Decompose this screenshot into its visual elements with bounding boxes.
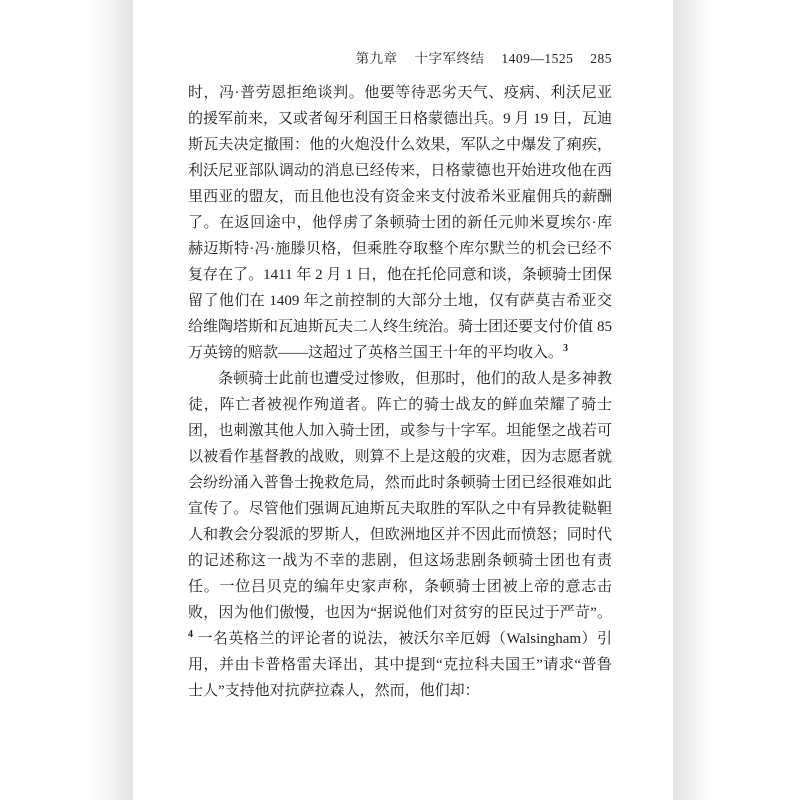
paragraph-continuation [188,80,612,366]
book-page [133,0,673,800]
paragraph-2-text-after-note: 一名英格兰的评论者的说法，被沃尔辛厄姆（Walsingham）引用，并由卡普格雷夫译出，其中提到“克拉科夫国王”请求“普鲁士人”支持他对抗萨拉森人，然而，他们却： [188,631,612,699]
paragraph-2 [188,366,612,704]
paragraph-1-text: 时，冯·普劳恩拒绝谈判。他要等待恶劣天气、疫病、利沃尼亚的援军前来，又或者匈牙利国王日格蒙德出兵。9 月 19 日，瓦迪斯瓦夫决定撤围：他的火炮没什么效果，军队之中爆发了痢疾，利沃尼亚部队调动的消息已经传来，日格蒙德也开始进攻他在西里西亚的盟友，而且他也没有资金来支付波希米亚雇佣兵的薪酬了。在返回途中，他俘虏了条顿骑士团的新任元帅米夏埃尔·库赫迈斯特·冯·施滕贝格，但乘胜夺取整个库尔默兰的机会已经不复存在了。1411 年 2 月 1 日，他在托伦同意和谈，条顿骑士团保留了他们在 1409 年之前控制的大部分土地，仅有萨莫吉希亚交给维陶塔斯和瓦迪斯瓦夫二人终生统治。骑士团还要支付价值 85 万英镑的赔款——这超过了英格兰国王十年的平均收入。 [188,85,612,361]
page-left-edge-shadow [86,0,133,800]
header-chapter-number: 第九章 [355,51,398,66]
footnote-reference-4: 4 [188,629,193,640]
footnote-reference-3: 3 [563,343,569,354]
page-number: 285 [590,51,612,66]
header-chapter-title: 十字军终结 [414,51,485,66]
header-year-range: 1409—1525 [501,51,574,66]
body-text-column [188,80,612,704]
running-header [188,47,612,67]
paragraph-2-text-before-note: 条顿骑士此前也遭受过惨败，但那时，他们的敌人是多神教徒，阵亡者被视作殉道者。阵亡的骑士战友的鲜血荣耀了骑士团，也刺激其他人加入骑士团，或参与十字军。坦能堡之战若可以被看作基督教的战败，则算不上是这般的灾难，因为志愿者就会纷纷涌入普鲁士挽救危局，然而此时条顿骑士团已经很难如此宣传了。尽管他们强调瓦迪斯瓦夫取胜的军队之中有异教徒鞑靼人和教会分裂派的罗斯人，但欧洲地区并不因此而愤怒；同时代的记述称这一战为不幸的悲剧，但这场悲剧条顿骑士团也有责任。一位吕贝克的编年史家声称，条顿骑士团被上帝的意志击败，因为他们傲慢，也因为“据说他们对贫穷的臣民过于严苛”。 [188,371,612,621]
page-right-edge-shadow [673,0,713,800]
